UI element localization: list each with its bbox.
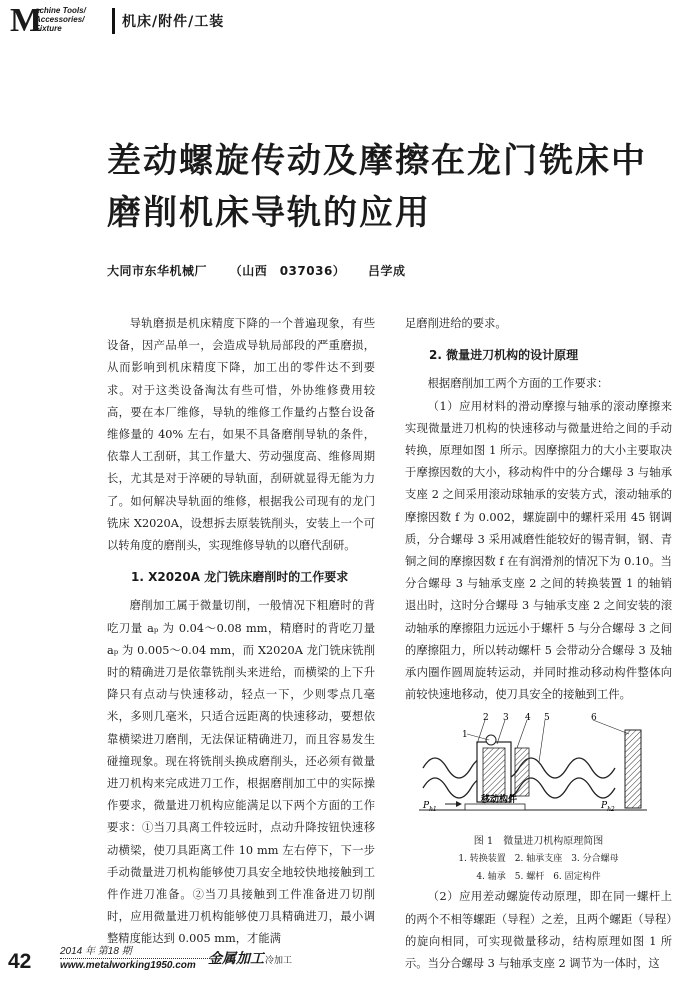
section-heading-1: 1. X2020A 龙门铣床磨削时的工作要求 — [131, 570, 349, 585]
figure-label: 1 — [462, 730, 468, 741]
article-title — [107, 135, 667, 239]
leader-line — [497, 720, 505, 744]
pitch-2-subscript: h2 — [607, 806, 615, 814]
issue-info: 2014 年 第18 期 — [60, 946, 132, 957]
figure-label: 6 — [591, 713, 597, 724]
journal-logo-text — [35, 6, 86, 33]
fixed-member — [625, 730, 641, 808]
left-column — [107, 313, 375, 951]
logo-line: Accessories/ — [35, 15, 85, 24]
pitch-2-label — [600, 801, 615, 813]
pitch-1-subscript: h1 — [429, 806, 437, 814]
nut-hatch — [483, 748, 505, 796]
leader-line — [593, 720, 629, 734]
figure-label: 2 — [483, 713, 489, 724]
author-name: 吕学成 — [368, 264, 406, 278]
footer-brand-sub: 冷加工 — [265, 956, 293, 966]
logo-line: Fixture — [35, 24, 62, 33]
intro-paragraph: 导轨磨损是机床精度下降的一个普遍现象，有些设备，因产品单一，会造成导轨局部段的严重磨损，从而影响到机床精度下降，加工出的零件达不到要求。对于这类设备淘汰有些可惜，外协维修费用较高，要在本厂维修，导轨的维修工作量约占整台设备维修量的 40% 左右，如果不具备磨削导轨的条件，依靠人工刮研，其工作量大、劳动强度高、维修周期长，尤其是对于淬硬的导轨面，刮研就显得无能为力了。如何解决导轨面的维修，根据我公司现有的龙门铣床 X2020A，设想拆去原装铣削头，安装上一个可以转角度的磨削头，实现维修导轨的以磨代刮研。 — [107, 317, 375, 553]
author-location: （山西 037036） — [229, 264, 346, 278]
figure-label: 3 — [503, 713, 509, 724]
header-divider — [112, 8, 115, 34]
continued-paragraph: 足磨削进给的要求。 — [405, 317, 507, 330]
page-number: 42 — [8, 950, 32, 973]
footer-brand: 金属加工 — [208, 951, 264, 967]
body-paragraph: 根据磨削加工两个方面的工作要求： — [427, 377, 609, 391]
body-paragraph: （2）应用差动螺旋传动原理，即在同一螺杆上的两个不相等螺距（导程）之差，且两个螺距（导程）的旋向相同，可实现微量移动，结构原理如图 1 所示。当分合螺母 3 与轴承支座 2 调节为一体时，这 — [405, 890, 672, 971]
moving-member-label: 移动构件 — [481, 795, 518, 806]
figure-legend-2: 4. 轴承 5. 螺杆 6. 固定构件 — [476, 872, 601, 883]
figure-caption: 图 1 微量进刀机构原理简图 — [473, 836, 604, 848]
pitch-2-symbol: P — [601, 801, 608, 812]
footer-website: www.metalworking1950.com — [60, 960, 196, 971]
right-column — [405, 313, 672, 975]
author-line — [107, 262, 424, 279]
pitch-1-symbol: P — [423, 801, 430, 812]
section-label: 机床/附件/工装 — [122, 14, 225, 30]
leader-line — [517, 720, 527, 748]
logo-line: achine Tools/ — [35, 6, 86, 15]
footer-rule — [60, 958, 210, 959]
bearing-hatch — [515, 748, 529, 796]
section-heading-2: 2. 微量进刀机构的设计原理 — [429, 348, 579, 363]
author-org: 大同市东华机械厂 — [107, 264, 208, 278]
leader-line — [467, 734, 489, 740]
switch-knob — [486, 735, 496, 745]
title-line-2: 磨削机床导轨的应用 — [107, 193, 431, 233]
title-line-1: 差动螺旋传动及摩擦在龙门铣床中 — [107, 141, 647, 181]
journal-logo-letter: M — [10, 2, 42, 39]
figure-legend-1: 1. 转换装置 2. 轴承支座 3. 分合螺母 — [458, 854, 619, 865]
pitch-1-label — [422, 801, 437, 813]
figure-1-diagram — [405, 712, 672, 830]
body-paragraph: 磨削加工属于微量切削，一般情况下粗磨时的背吃刀量 aₚ 为 0.04～0.08 mm，精磨时的背吃刀量 aₚ 为 0.005～0.04 mm，而 X2020A 龙门铣床铣削时的精确进刀是依靠铣削头来进给，而横梁的上下升降只有点动与快速移动，轻点一下，少则零点几毫米，多则几毫米，只适合远距离的快速移动，要想依靠横梁进刀磨削，无法保证精确进刀，而且容易发生碰撞现象。现在将铣削头换成磨削头，还必须有微量进刀机构来完成进刀工作，根据磨削加工中的实际操作要求，微量进刀机构应能满足以下两个方面的工作要求：①当刀具离工件较远时，点动升降按钮快速移动横梁，使刀具距离工件 10 mm 左右停下，下一步手动微量进刀机构能够使刀具安全地较快地接触到工件作进刀准备。②当刀具接触到工件准备进刀切削时，应用微量进刀机构能够使刀具精确进刀，最小调整精度能达到 0.005 mm，才能满 — [107, 599, 375, 946]
body-paragraph: （1）应用材料的滑动摩擦与轴承的滚动摩擦来实现微量进刀机构的快速移动与微量进给之间的手动转换，原理如图 1 所示。因摩擦阻力的大小主要取决于摩擦因数的大小，移动构件中的分合螺母 3 与轴承支座 2 之间采用滚动球轴承的安装方式，滚动轴承的摩擦因数 f 为 0.002，螺旋副中的螺杆采用 45 钢调质，分合螺母 3 采用减磨性能较好的锡青铜，钢、青铜之间的摩擦因数 f 在有润滑剂的情况下为 0.10。当分合螺母 3 与轴承支座 2 之间的转换装置 1 的轴销退出时，这时分合螺母 3 与轴承支座 2 之间安装的滚动轴承的摩擦阻力远远小于螺杆 5 与分合螺母 3 之间的摩擦阻力，所以转动螺杆 5 会带动分合螺母 3 及轴承内圈作圆周旋转运动，并同时推动移动构件整体向前较快速地移动，使刀具安全的接触到工件。 — [405, 399, 672, 702]
leader-line — [477, 720, 485, 744]
figure-label: 5 — [544, 713, 550, 724]
leader-line — [539, 720, 545, 762]
figure-label: 4 — [525, 713, 531, 724]
